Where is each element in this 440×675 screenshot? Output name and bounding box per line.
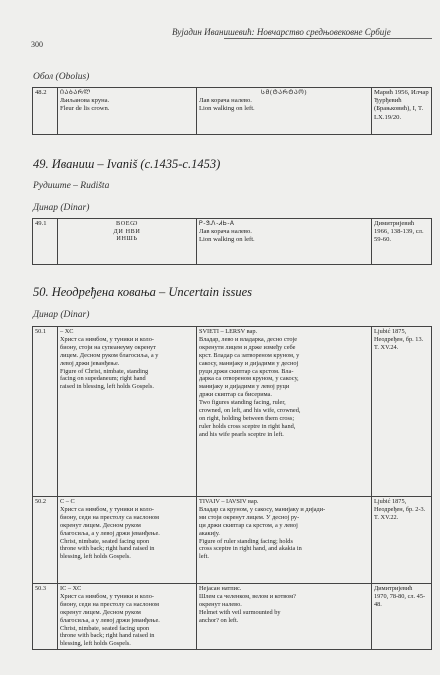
- reference-text: Димитријевић: [374, 585, 413, 592]
- obverse-text: окренут лицем. Десном руком: [60, 521, 141, 529]
- reverse-cell: [197, 327, 372, 497]
- reference-text: Димитријевић: [374, 220, 415, 227]
- reference-cell: [372, 219, 432, 265]
- obverse-text: Христ са нимбом, у туники и коло-: [60, 505, 154, 513]
- reverse-text: Two figures standing facing, ruler,: [199, 399, 286, 407]
- ivanis-table: [32, 218, 432, 265]
- obverse-text: blessing, left holds Gospels.: [60, 640, 131, 648]
- reverse-text: Владар са круном, у сакосу, манијаку и дијади-: [199, 505, 326, 513]
- obol-section-label: Обол (Obolus): [33, 72, 90, 82]
- reverse-legend: ᲡᲛ(ᲢᲐᲠᲢᲐᲝ): [260, 89, 308, 96]
- reference-text: Ljubić 1875,: [374, 498, 407, 505]
- reference-text: 48.: [374, 600, 382, 608]
- table-row: [33, 219, 432, 265]
- row-number: 50.2: [33, 497, 58, 584]
- obverse-text: лицем. Десном руком благосиља, а у: [60, 351, 159, 359]
- reverse-text: окренут налево.: [199, 600, 242, 608]
- reverse-text: Лав корача налево.: [199, 96, 252, 104]
- obverse-cell: [58, 327, 197, 497]
- table-row: [33, 88, 432, 135]
- reverse-text: anchor? on left.: [199, 616, 239, 624]
- section-heading-50: 50. Неодређена ковања – Uncertain issues: [33, 285, 253, 299]
- obverse-legend: ИНШЬ: [116, 235, 138, 242]
- obverse-legend: IC – XC: [60, 585, 82, 592]
- obverse-text: throne with back; right hand raised in: [60, 632, 155, 640]
- reference-text: Марић 1956, Илчар: [374, 89, 429, 96]
- section-heading-49: 49. Иваниш – Ivaniš (c.1435-c.1453): [33, 157, 221, 171]
- obverse-text: окренут лицем. Десном руком: [60, 608, 141, 616]
- obverse-text: throne with back; right hand raised in: [60, 545, 155, 553]
- dinar-section-label: Динар (Dinar): [33, 203, 90, 213]
- reference-text: T. XV.24.: [374, 343, 399, 351]
- obverse-legend: – XC: [60, 328, 74, 335]
- obverse-text: благосиља, а у левој држи јеванђење.: [60, 616, 160, 624]
- obverse-cell: [58, 497, 197, 584]
- obverse-text: биону, седи на престолу са наслоном: [60, 600, 159, 608]
- reference-cell: [372, 327, 432, 497]
- reverse-text: Шлем са челенком, велом и котвом?: [199, 592, 296, 600]
- obverse-text: Љиљанова круна.: [60, 96, 110, 104]
- reverse-cell: [197, 88, 372, 135]
- reverse-text: and his wife pearls sceptre in left.: [199, 430, 284, 438]
- obverse-text: благосиља, а у левој држи јеванђење.: [60, 529, 160, 537]
- reverse-text: ци држи скиптар са крстом, а у левој: [199, 521, 298, 529]
- obverse-cell: [58, 584, 197, 650]
- reverse-cell: [197, 584, 372, 650]
- header-rule: [224, 38, 432, 39]
- reverse-text: сакосу, манијаку и дијадими у десној: [199, 359, 299, 367]
- reference-text: 1966, 138-139, сл.: [374, 228, 424, 236]
- reverse-legend: Ꮲ-ᏕᏁ-ᏗᏏ-Ꭺ: [199, 220, 235, 227]
- uncertain-table: [32, 326, 432, 650]
- table-row: [33, 497, 432, 584]
- reference-text: Ђурђевић: [374, 97, 402, 105]
- mint-label: Рудиштe – Rudišta: [33, 181, 110, 191]
- obverse-text: Christ, nimbate, seated facing upon: [60, 624, 150, 632]
- table-row: [33, 327, 432, 497]
- reverse-text: окренути лицем и држе између себе: [199, 343, 296, 351]
- reverse-text: Lion walking on left.: [199, 235, 255, 243]
- reverse-text: Figure of ruler standing facing; holds: [199, 537, 293, 545]
- obverse-text: биону, седи на престолу са наслоном: [60, 513, 159, 521]
- obverse-text: Figure of Christ, nimbate, standing: [60, 367, 149, 375]
- reverse-text: дарка са отвореном круном, у сакосу,: [199, 375, 299, 383]
- obverse-text: facing on supedaneum; right hand: [60, 375, 146, 383]
- reference-text: Неодређен, бр. 2-3.: [374, 505, 426, 513]
- obverse-legend: ᲘᲐᲑᲐᲠᲚ: [60, 89, 91, 96]
- reverse-text: руци држи скиптар са крстом. Вла-: [199, 367, 294, 375]
- obverse-legend: ВОЕѠ: [115, 220, 139, 227]
- obverse-text: Христ са нимбом, у туники и коло-: [60, 335, 154, 343]
- obverse-legend: C – C: [60, 498, 75, 505]
- reference-text: LX.19/20.: [374, 113, 402, 121]
- obverse-cell: [58, 88, 197, 135]
- obverse-text: левој држи јеванђење.: [60, 359, 120, 367]
- reverse-text: акакију.: [199, 529, 220, 537]
- dinar-section-label: Динар (Dinar): [33, 310, 90, 320]
- reference-cell: [372, 88, 432, 135]
- obverse-text: биону, стоји на супеанеуму окренут: [60, 343, 156, 351]
- reference-text: Неодређен, бр. 13.: [374, 335, 424, 343]
- page-number: 300: [31, 40, 43, 49]
- reverse-text: ruler holds cross sceptre in right hand,: [199, 422, 296, 430]
- reference-text: (Брањковић), I, T.: [374, 105, 424, 113]
- obverse-text: raised in blessing, left holds Gospels.: [60, 383, 154, 391]
- reference-text: T. XV.22.: [374, 513, 399, 521]
- reverse-text: крст. Владар са затвореном круном, у: [199, 351, 300, 359]
- reverse-legend: Нејасан натпис.: [199, 585, 242, 592]
- reverse-legend: SVIETI – LERSV вар.: [199, 328, 258, 335]
- obverse-text: Fleur de lis crown.: [60, 104, 110, 112]
- obverse-cell: [58, 219, 197, 265]
- running-head: Вујадин Иванишевић: Новчарство средњовековне Србије: [172, 27, 391, 37]
- reverse-text: Lion walking on left.: [199, 104, 255, 112]
- reverse-text: Helmet with veil surmounted by: [199, 608, 281, 616]
- row-number: 50.3: [33, 584, 58, 650]
- reference-text: 1970, 78-80, сл. 45-: [374, 592, 426, 600]
- row-number: 48.2: [33, 88, 58, 135]
- obverse-legend: ДИ НВИ: [113, 227, 141, 235]
- reverse-text: crowned, on left, and his wife, crowned,: [199, 407, 301, 415]
- row-number: 49.1: [33, 219, 58, 265]
- reverse-text: манијаку и дијадими у левој руци: [199, 383, 290, 391]
- obol-table: [32, 87, 432, 135]
- reverse-text: left.: [199, 553, 209, 561]
- reference-cell: [372, 497, 432, 584]
- reverse-text: on right, holding between them cross;: [199, 414, 295, 422]
- reverse-cell: [197, 497, 372, 584]
- obverse-text: Christ, nimbate, seated facing upon: [60, 537, 150, 545]
- reverse-text: Лав корача налево.: [199, 227, 252, 235]
- obverse-text: Христ са нимбом, у туники и коло-: [60, 592, 154, 600]
- row-number: 50.1: [33, 327, 58, 497]
- reference-cell: [372, 584, 432, 650]
- reference-text: 59-60.: [374, 236, 392, 244]
- reverse-legend: TIVAIV – IAVSIV вар.: [199, 498, 259, 505]
- reverse-text: cross sceptre in right hand, and akakia in: [199, 545, 302, 553]
- reference-text: Ljubić 1875,: [374, 328, 407, 335]
- reverse-text: држи скиптар са бисерима.: [199, 391, 272, 399]
- reverse-text: Владар, лево и владарка, десно стоје: [199, 335, 298, 343]
- reverse-cell: [197, 219, 372, 265]
- table-row: [33, 584, 432, 650]
- reverse-text: ми стоји окренут лицем. У десној ру-: [199, 513, 300, 521]
- obverse-text: blessing, left holds Gospels.: [60, 553, 131, 561]
